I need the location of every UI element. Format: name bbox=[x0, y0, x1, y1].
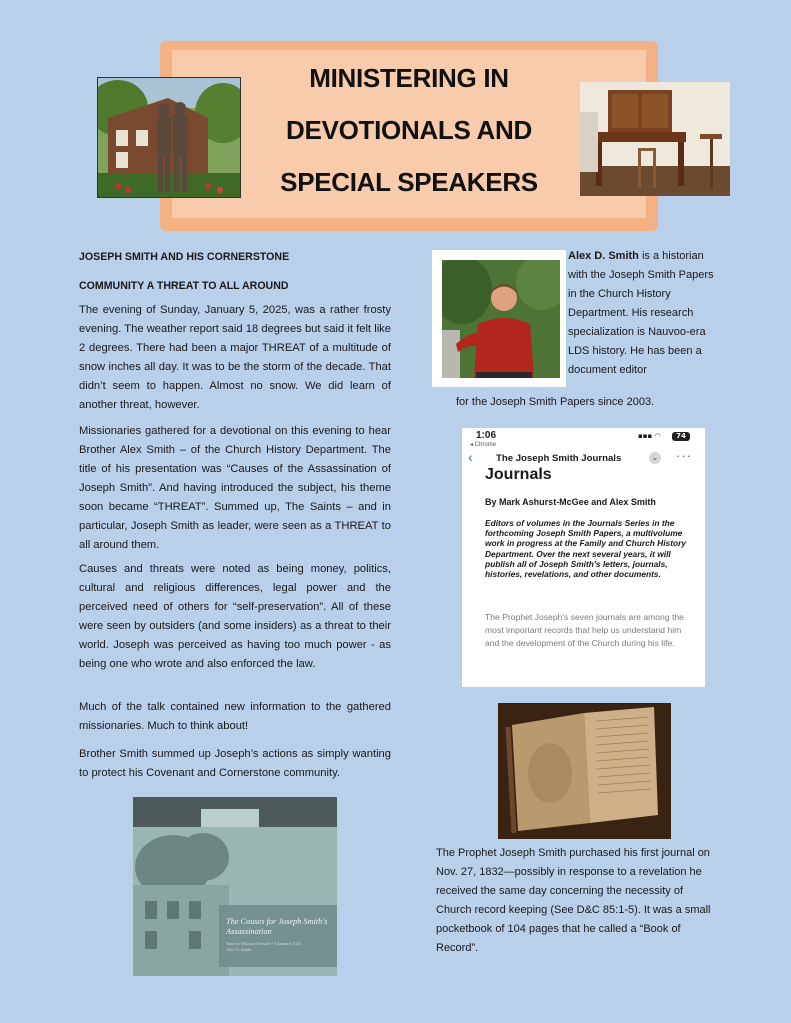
alex-smith-portrait bbox=[442, 260, 560, 378]
article-heading-line-2: COMMUNITY A THREAT TO ALL AROUND bbox=[79, 280, 289, 292]
phone-signal-icon: ▪▪▪ ◠ bbox=[638, 432, 661, 440]
journal-caption: The Prophet Joseph Smith purchased his first journal on Nov. 27, 1832—possibly in response to a revelation he received the same day concerning the necessity of Church record keeping (See D&C 85:1-5). It was a small pocketbook of 104 pages that he called a “Book of Record”. bbox=[436, 847, 711, 954]
author-bio bbox=[568, 247, 718, 380]
article-paragraph: Much of the talk contained new information to the gathered missionaries. Much to think about! bbox=[79, 701, 391, 732]
statue-photo bbox=[97, 77, 241, 198]
article-paragraph: Brother Smith summed up Joseph’s actions as simply wanting to protect his Covenant and Cornerstone community. bbox=[79, 748, 391, 779]
phone-description: The Prophet Joseph's seven journals are among the most important records that help us understand him and the development of the Church during his life. bbox=[485, 612, 684, 648]
phone-byline: By Mark Ashurst-McGee and Alex Smith bbox=[485, 497, 656, 507]
journal-photo bbox=[498, 703, 671, 839]
phone-status-time: 1:06 bbox=[476, 430, 497, 441]
author-name: Alex D. Smith bbox=[568, 250, 639, 262]
desk-photo bbox=[580, 82, 730, 196]
slide-event: Nauvoo Mission Fireside • 5 January 2025 bbox=[226, 941, 301, 946]
title-line-3: SPECIAL SPEAKERS bbox=[280, 167, 538, 197]
phone-nav-bar bbox=[466, 448, 702, 467]
slide-author: Alex D. Smith bbox=[226, 947, 252, 952]
title-line-1: MINISTERING IN bbox=[309, 63, 509, 93]
more-icon[interactable]: ··· bbox=[676, 448, 692, 463]
title-line-2: DEVOTIONALS AND bbox=[286, 115, 532, 145]
phone-back-to-chrome: ◂ Chrome bbox=[470, 442, 497, 448]
article-heading-line-1: JOSEPH SMITH AND HIS CORNERSTONE bbox=[79, 251, 290, 263]
chevron-down-icon[interactable]: ⌄ bbox=[649, 452, 661, 464]
article-paragraph: The evening of Sunday, January 5, 2025, was a rather frosty evening. The weather report said 18 degrees but said it felt like 2 degrees. There had been a major THREAT of a multitude of snow inches all day. It was to be the storm of the decade. That didn’t seem to happen. Almost no snow. We did learn of another threat, however. bbox=[79, 304, 391, 411]
phone-battery-icon: 74 bbox=[672, 432, 690, 441]
slide-title: The Causes for Joseph Smith's Assassination bbox=[226, 917, 328, 936]
slide-subtitle bbox=[226, 941, 334, 953]
back-chevron-icon[interactable]: ‹ bbox=[468, 449, 473, 465]
author-bio-tail: for the Joseph Smith Papers since 2003. bbox=[456, 396, 655, 408]
phone-editors-note: Editors of volumes in the Journals Series in the forthcoming Joseph Smith Papers, a multivolume work in progress at the Family and Church History Department. Over the next several years, it will publish all of Joseph Smith's letters, journals, histories, revelations, and other documents. bbox=[485, 518, 687, 580]
phone-journals-heading: Journals bbox=[485, 466, 552, 483]
article-paragraph: Causes and threats were noted as being money, politics, cultural and religious differences, legal power and the perceived need of others for “self-preservation”. All of these were seen by outsiders (and some insiders) as a threat to their world. Joseph was perceived as having too much power - as being one who wrote and also enforced the law. bbox=[79, 563, 391, 670]
author-bio-text: is a historian with the Joseph Smith Papers in the Church History Department. His research specialization is Nauvoo-era LDS history. He has been a document editor bbox=[568, 250, 714, 376]
article-paragraph: Missionaries gathered for a devotional on this evening to hear Brother Alex Smith – of the Church History Department. The title of his presentation was “Causes of the Assassination of Joseph Smith”. And having introduced the subject, his theme soon became “THREAT”. Summed up, The Saints – and in particular, Joseph Smith as leader, were seen as a THREAT to all around them. bbox=[79, 425, 391, 551]
phone-nav-title: The Joseph Smith Journals bbox=[496, 453, 622, 464]
